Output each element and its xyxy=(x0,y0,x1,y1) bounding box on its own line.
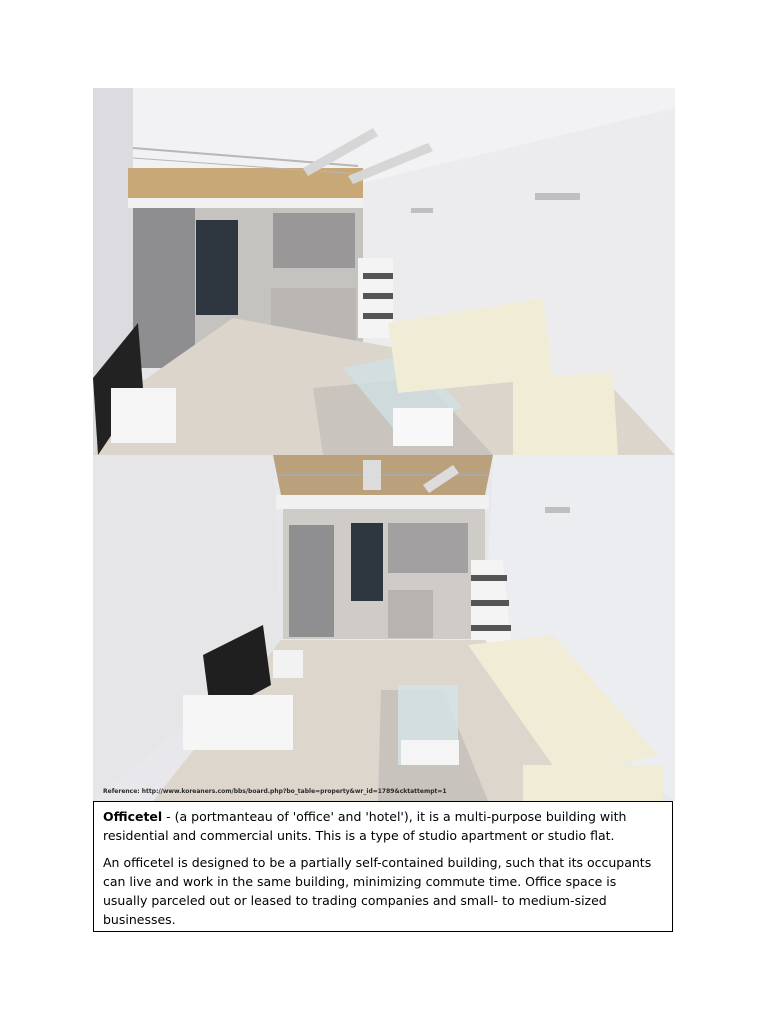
caption-box xyxy=(93,801,673,932)
caption-paragraph-2: An officetel is designed to be a partially self-contained building, such that its occupants can live and work in the same building, minimizing commute time. Office space is usually parceled out or leased to trading companies and small- to medium-sized businesses. xyxy=(103,855,652,927)
interior-photo-top-drawing xyxy=(93,88,675,455)
image-reference: Reference: http://www.koreaners.com/bbs/board.php?bo_table=property&wr_id=1789&cktattempt=1 xyxy=(103,788,447,795)
interior-photo-top xyxy=(93,88,675,455)
caption-definition: - (a portmanteau of 'office' and 'hotel'), it is a multi-purpose building with residential and commercial units. This is a type of studio apartment or studio flat. xyxy=(103,809,627,843)
interior-photo-bottom xyxy=(93,455,675,801)
caption-paragraph-1 xyxy=(103,807,663,845)
caption-term: Officetel xyxy=(103,809,163,824)
interior-photo-bottom-drawing xyxy=(93,455,675,801)
